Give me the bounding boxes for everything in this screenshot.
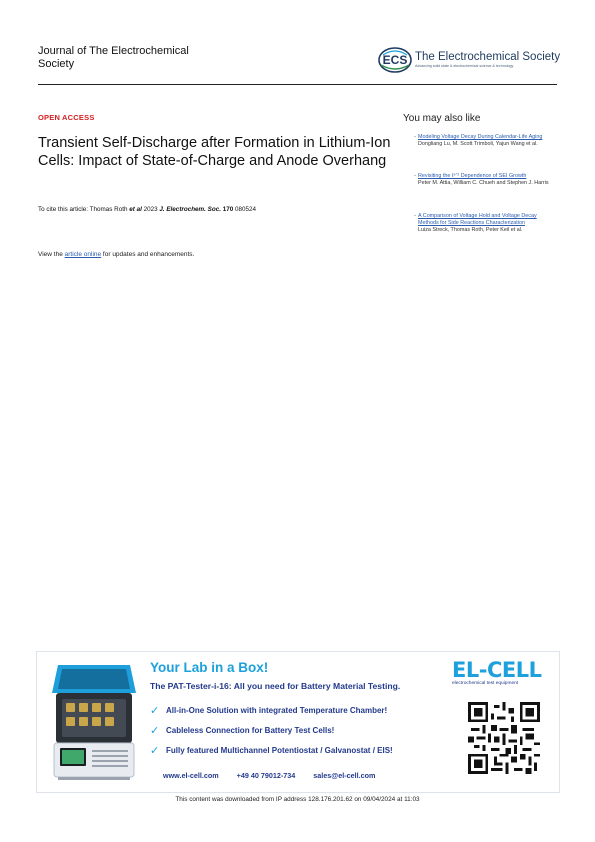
journal-name-line1: Journal of The Electrochemical: [38, 45, 189, 57]
related-article-authors: Peter M. Attia, William C. Chueh and Stephen J. Harris: [418, 180, 549, 186]
checkmark-icon: ✓: [150, 725, 160, 737]
article-online-link[interactable]: article online: [64, 251, 102, 258]
open-access-label: OPEN ACCESS: [38, 113, 95, 122]
view-online-line: [38, 251, 194, 258]
related-article-link[interactable]: Modeling Voltage Decay During Calendar-Life Aging: [418, 134, 543, 140]
checkmark-icon: ✓: [150, 745, 160, 757]
journal-name-line2: Society: [38, 58, 75, 70]
cite-volume: 170: [220, 206, 234, 213]
list-dash: -: [414, 213, 416, 219]
related-article-authors: Luiza Streck, Thomas Roth, Peter Keil et al.: [418, 227, 523, 233]
el-cell-logo: [452, 658, 541, 686]
list-dash: -: [414, 173, 416, 179]
citation: [38, 206, 393, 213]
banner-subline: The PAT-Tester-i-16: All you need for Battery Material Testing.: [150, 681, 401, 691]
banner-website[interactable]: www.el-cell.com: [163, 771, 219, 780]
banner-feature-text: Fully featured Multichannel Potentiostat / Galvanostat / EIS!: [166, 746, 393, 755]
view-suffix: for updates and enhancements.: [101, 251, 195, 258]
cite-year: 2023: [141, 206, 160, 213]
list-dash: -: [414, 134, 416, 140]
el-cell-brand: EL-CELL: [452, 658, 542, 682]
cite-article-number: 080524: [233, 206, 256, 213]
banner-feature: [150, 744, 393, 757]
related-article: [414, 173, 558, 187]
related-article-link[interactable]: A Comparison of Voltage Hold and Voltage Decay Methods for Side Reactions Characterization: [418, 213, 537, 226]
banner-feature: [150, 704, 387, 717]
related-article-link[interactable]: Revisiting the t¹ᐟ² Dependence of SEI Growth: [418, 173, 527, 179]
battery-tester-device-image: [48, 655, 140, 785]
checkmark-icon: ✓: [150, 705, 160, 717]
ecs-badge-icon: [378, 47, 412, 73]
ecs-text-block: [415, 51, 560, 69]
el-cell-tagline: electrochemical test equipment: [452, 681, 519, 686]
cite-journal: J. Electrochem. Soc.: [159, 206, 221, 213]
banner-contact-row: [163, 771, 375, 780]
related-article: [414, 213, 558, 234]
you-may-also-like-heading: You may also like: [403, 113, 481, 124]
banner-feature: [150, 724, 334, 737]
ecs-badge-text: ECS: [382, 53, 408, 67]
related-article-authors: Dongliang Lu, M. Scott Trimboli, Yajun Wang et al.: [418, 141, 538, 147]
cite-prefix: To cite this article: Thomas Roth: [38, 206, 130, 213]
banner-feature-text: All-in-One Solution with integrated Temperature Chamber!: [166, 706, 388, 715]
banner-phone: +49 40 79012-734: [236, 771, 296, 780]
society-tagline: Advancing solid state & electrochemical science & technology: [415, 64, 514, 68]
header-divider: [38, 84, 557, 85]
banner-email[interactable]: sales@el-cell.com: [313, 771, 376, 780]
ecs-logo[interactable]: [378, 47, 560, 73]
society-name: The Electrochemical Society: [415, 51, 561, 63]
related-article: [414, 134, 558, 148]
download-notice: This content was downloaded from IP address 128.176.201.62 on 09/04/2024 at 11:03: [175, 796, 420, 803]
view-prefix: View the: [38, 251, 65, 258]
journal-name: [38, 45, 228, 71]
qr-code-icon[interactable]: [468, 702, 540, 774]
cite-etal: et al: [129, 206, 142, 213]
banner-feature-text: Cableless Connection for Battery Test Cells!: [166, 726, 335, 735]
banner-headline: Your Lab in a Box!: [150, 660, 269, 675]
article-title: Transient Self-Discharge after Formation in Lithium-Ion Cells: Impact of State-of-Charge and Anode Overhang: [38, 135, 391, 169]
